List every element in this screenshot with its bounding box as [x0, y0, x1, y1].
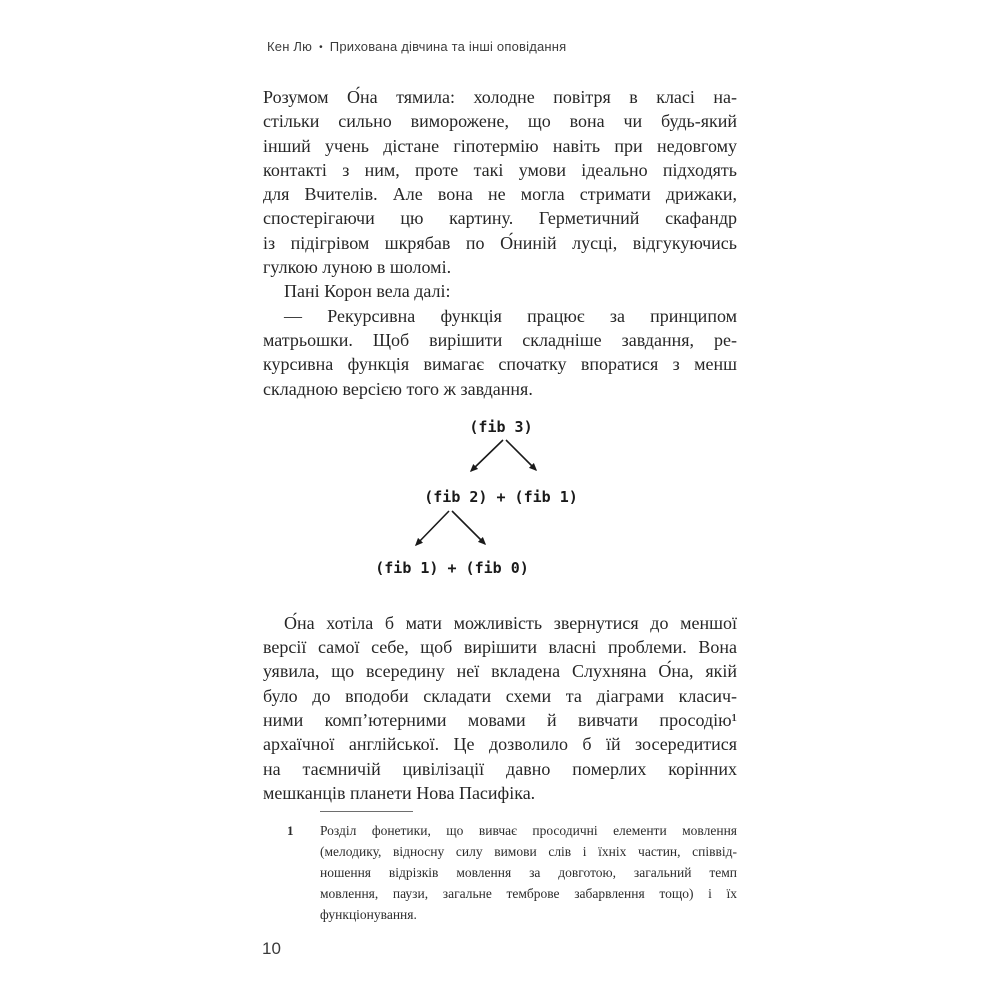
footnote-row — [263, 812, 737, 925]
fib-recursion-tree-svg — [263, 401, 737, 611]
text-line: контакті з ним, проте такі умови ідеально підходять — [263, 159, 737, 180]
paragraph — [263, 85, 737, 279]
text-line: було до вподоби складати схеми та діаграми класич- — [263, 685, 737, 706]
text-line: гулкою луною в шоломі. — [263, 257, 452, 278]
footnote-marker: 1 — [287, 823, 294, 838]
text-line: курсивна функція вимагає спочатку впоратися з менш — [263, 354, 737, 375]
text-line: для Вчителів. Але вона не могла стримати дрижаки, — [263, 184, 737, 205]
text-line: Пані Корон вела далі: — [284, 281, 451, 302]
page-number: 10 — [262, 939, 281, 958]
text-line: О́на хотіла б мати можливість звернутися до меншої — [284, 612, 737, 633]
text-line: Розумом О́на тямила: холодне повітря в класі на- — [263, 87, 737, 107]
text-line: Розділ фонетики, що вивчає просодичні елементи мовлення — [320, 823, 737, 838]
text-line: мовлення, паузи, загальне темброве забарвлення тощо) і їх — [320, 886, 737, 901]
paragraph — [263, 279, 737, 303]
text-line: мешканців планети Нова Пасифіка. — [263, 782, 536, 803]
header-book-title: Прихована дівчина та інші оповідання — [329, 39, 567, 54]
text-line: на таємничій цивілізації давно померлих корінних — [263, 758, 737, 779]
text-line: ношення відрізків мовлення за довготою, загальний темп — [320, 865, 737, 880]
text-line: стільки сильно виморожене, що вона чи будь-який — [263, 111, 737, 132]
running-header — [267, 39, 566, 54]
text-line: (мелодику, відносну силу вимови слів і їхніх частин, співвід- — [320, 844, 737, 859]
text-line: функціонування. — [320, 907, 417, 922]
paragraph — [263, 304, 737, 401]
text-line: інший учень дістане гіпотермію навіть при недовгому — [263, 135, 737, 156]
footnote — [263, 811, 737, 925]
bullet-separator-icon: • — [319, 42, 323, 53]
paragraph-after-diagram — [263, 611, 737, 805]
fib-recursion-diagram — [263, 401, 737, 611]
arrow-down-left-icon — [416, 511, 449, 545]
diagram-node-fib2-plus-fib1: (fib 2) + (fib 1) — [424, 487, 578, 506]
arrow-down-right-icon — [506, 440, 536, 470]
diagram-node-fib1-plus-fib0: (fib 1) + (fib 0) — [375, 558, 529, 577]
arrow-down-left-icon — [471, 440, 503, 471]
diagram-node-fib3: (fib 3) — [469, 417, 533, 436]
paragraph — [263, 611, 737, 805]
text-line: спостерігаючи цю картину. Герметичний скафандр — [263, 208, 737, 229]
paragraphs-before-diagram — [263, 85, 737, 401]
page-body — [263, 85, 737, 805]
arrow-down-right-icon — [452, 511, 485, 544]
text-line: складною версією того ж завдання. — [263, 378, 533, 399]
text-line: ними комп’ютерними мовами й вивчати просодію¹ — [263, 710, 737, 731]
header-author: Кен Лю — [267, 39, 313, 54]
text-line: матрьошки. Щоб вирішити складніше завдання, ре- — [263, 329, 737, 350]
text-line: — Рекурсивна функція працює за принципом — [284, 305, 737, 326]
footnote-text — [320, 820, 737, 925]
text-line: уявила, що всередину неї вкладена Слухняна О́на, якій — [263, 661, 737, 682]
text-line: версії самої себе, щоб вирішити власні проблеми. Вона — [263, 637, 737, 658]
text-line: із підігрівом шкрябав по О́ниній лусці, відгукуючись — [263, 232, 737, 253]
text-line: архаїчної англійської. Це дозволило б їй зосередитися — [263, 734, 737, 755]
